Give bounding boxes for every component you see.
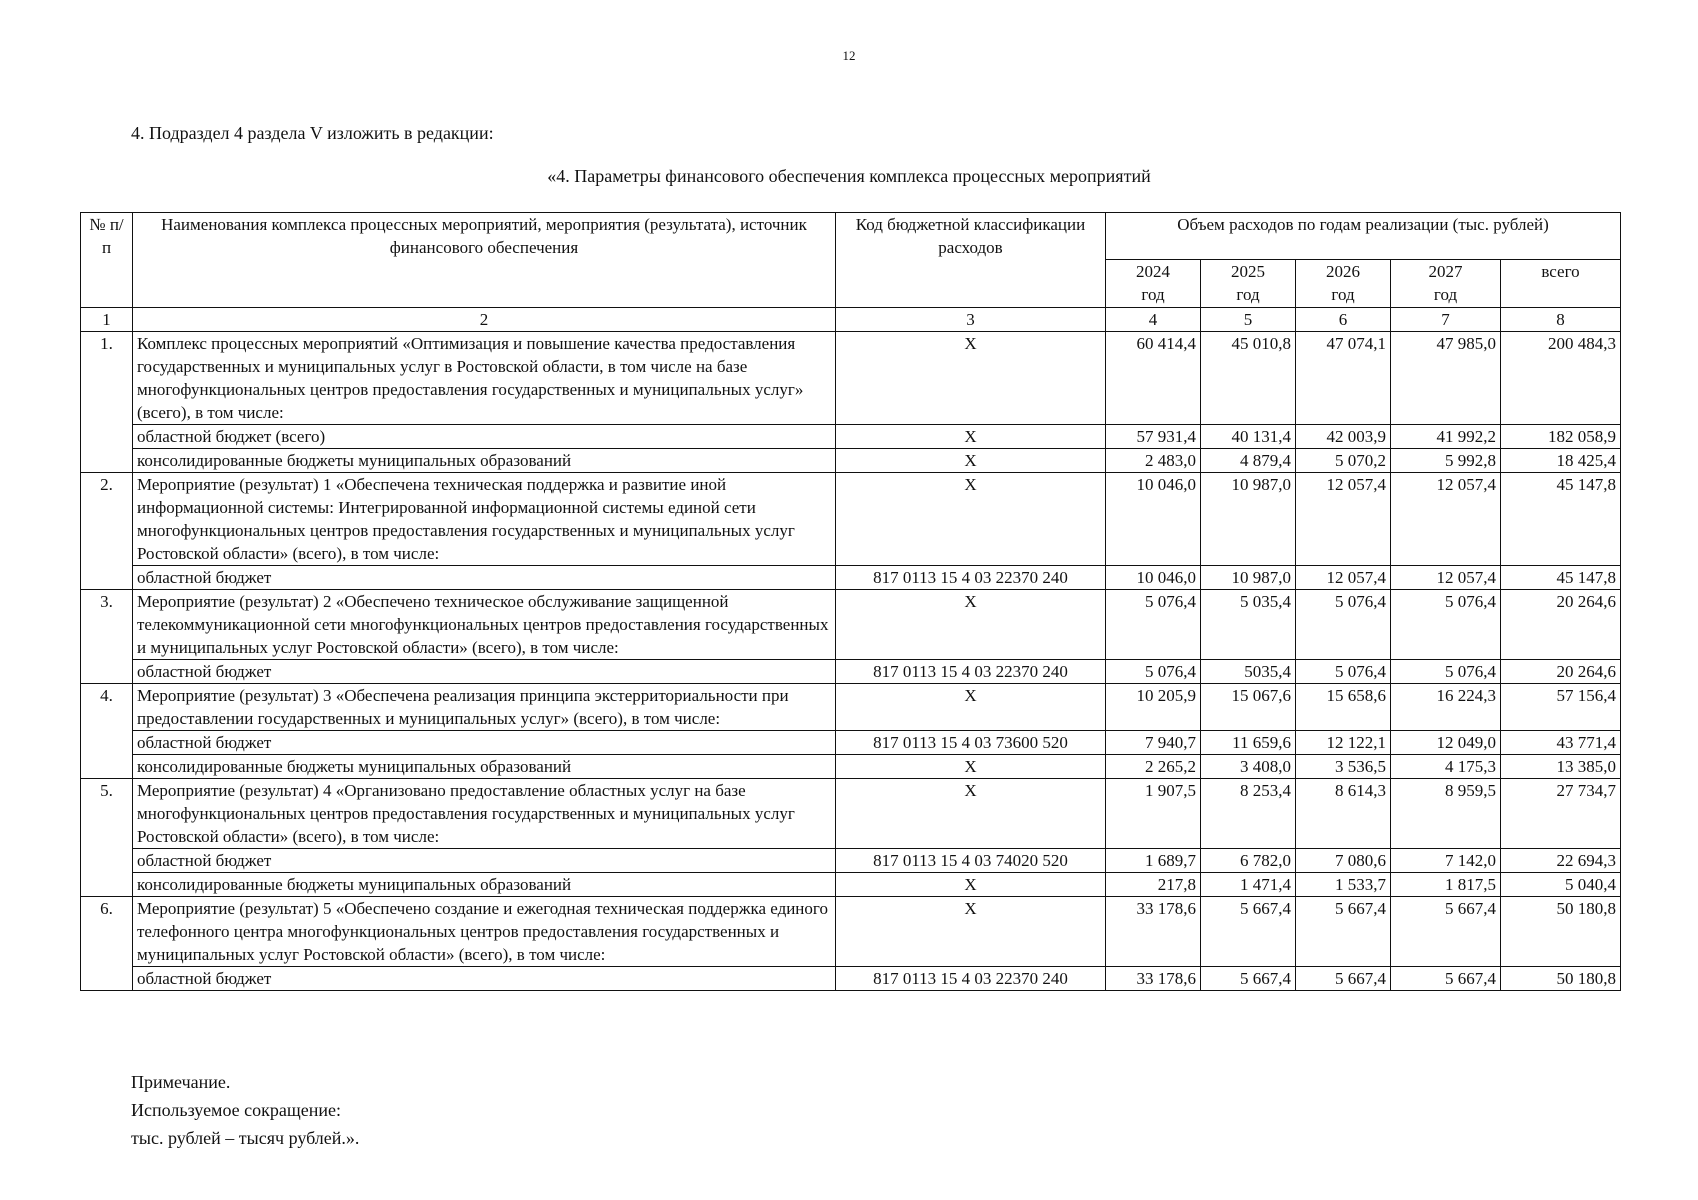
row-value: 7 940,7 xyxy=(1106,731,1201,755)
row-value: 8 959,5 xyxy=(1391,779,1501,849)
row-number: 3. xyxy=(81,590,133,684)
row-budget-code: 817 0113 15 4 03 73600 520 xyxy=(836,731,1106,755)
row-name: областной бюджет xyxy=(133,731,836,755)
column-number: 7 xyxy=(1391,308,1501,332)
row-value-total: 45 147,8 xyxy=(1501,566,1621,590)
row-budget-code: X xyxy=(836,755,1106,779)
row-name: Мероприятие (результат) 2 «Обеспечено техническое обслуживание защищенной телекоммуникационной сети многофункциональных центров предоставления государственных и муниципальных услуг Ростовской области» (всего), в том числе: xyxy=(133,590,836,660)
row-value: 5 076,4 xyxy=(1106,590,1201,660)
row-budget-code: X xyxy=(836,449,1106,473)
row-value: 40 131,4 xyxy=(1201,425,1296,449)
row-budget-code: 817 0113 15 4 03 22370 240 xyxy=(836,566,1106,590)
table-row-main xyxy=(81,473,1621,566)
row-number: 6. xyxy=(81,897,133,991)
row-value: 10 046,0 xyxy=(1106,473,1201,566)
row-value: 42 003,9 xyxy=(1296,425,1391,449)
row-value: 12 057,4 xyxy=(1391,473,1501,566)
row-name: областной бюджет xyxy=(133,849,836,873)
table-row-source xyxy=(81,449,1621,473)
row-value-total: 27 734,7 xyxy=(1501,779,1621,849)
row-value: 12 057,4 xyxy=(1296,566,1391,590)
row-name: Комплекс процессных мероприятий «Оптимизация и повышение качества предоставления государственных и муниципальных услуг в Ростовской области, в том числе на базе многофункциональных центров предоставления государственных и муниципальных услуг» (всего), в том числе: xyxy=(133,332,836,425)
row-value: 57 931,4 xyxy=(1106,425,1201,449)
table-row-source xyxy=(81,967,1621,991)
row-budget-code: X xyxy=(836,873,1106,897)
table-row-source xyxy=(81,425,1621,449)
row-value: 5 667,4 xyxy=(1391,897,1501,967)
row-value: 7 142,0 xyxy=(1391,849,1501,873)
row-value: 6 782,0 xyxy=(1201,849,1296,873)
row-value-total: 50 180,8 xyxy=(1501,897,1621,967)
table-row-source xyxy=(81,660,1621,684)
column-number: 2 xyxy=(133,308,836,332)
header-year-2027 xyxy=(1391,260,1501,308)
row-value: 3 408,0 xyxy=(1201,755,1296,779)
row-value: 8 253,4 xyxy=(1201,779,1296,849)
row-value: 33 178,6 xyxy=(1106,967,1201,991)
table-row-source xyxy=(81,731,1621,755)
year-unit: год xyxy=(1331,285,1355,304)
row-value: 5 667,4 xyxy=(1296,897,1391,967)
table-row-source xyxy=(81,873,1621,897)
row-value: 5035,4 xyxy=(1201,660,1296,684)
row-budget-code: 817 0113 15 4 03 22370 240 xyxy=(836,660,1106,684)
year-unit: год xyxy=(1236,285,1260,304)
row-name: консолидированные бюджеты муниципальных образований xyxy=(133,755,836,779)
row-value: 5 070,2 xyxy=(1296,449,1391,473)
row-value: 5 076,4 xyxy=(1296,590,1391,660)
table-title: «4. Параметры финансового обеспечения комплекса процессных мероприятий xyxy=(547,166,1151,186)
year-unit: год xyxy=(1433,285,1458,304)
row-value: 5 076,4 xyxy=(1391,590,1501,660)
row-value: 5 667,4 xyxy=(1391,967,1501,991)
row-name: Мероприятие (результат) 5 «Обеспечено создание и ежегодная техническая поддержка единого телефонного центра многофункциональных центров предоставления государственных и муниципальных услуг Ростовской области» (всего), в том числе: xyxy=(133,897,836,967)
row-value: 1 471,4 xyxy=(1201,873,1296,897)
row-value: 5 076,4 xyxy=(1296,660,1391,684)
note-block xyxy=(131,1068,359,1152)
table-row-main xyxy=(81,590,1621,660)
table-row-source xyxy=(81,755,1621,779)
row-value: 12 057,4 xyxy=(1391,566,1501,590)
row-value: 47 074,1 xyxy=(1296,332,1391,425)
header-year-2026 xyxy=(1296,260,1391,308)
row-value: 217,8 xyxy=(1106,873,1201,897)
row-value-total: 18 425,4 xyxy=(1501,449,1621,473)
row-value-total: 5 040,4 xyxy=(1501,873,1621,897)
row-value: 1 689,7 xyxy=(1106,849,1201,873)
table-row-main xyxy=(81,332,1621,425)
year-label: 2026 xyxy=(1326,262,1360,281)
row-budget-code: X xyxy=(836,332,1106,425)
header-year-2024 xyxy=(1106,260,1201,308)
table-row-main xyxy=(81,897,1621,967)
row-value: 4 175,3 xyxy=(1391,755,1501,779)
row-value: 12 122,1 xyxy=(1296,731,1391,755)
row-value: 5 992,8 xyxy=(1391,449,1501,473)
row-budget-code: X xyxy=(836,684,1106,731)
header-volume: Объем расходов по годам реализации (тыс. рублей) xyxy=(1106,213,1621,260)
row-value: 10 046,0 xyxy=(1106,566,1201,590)
row-value: 3 536,5 xyxy=(1296,755,1391,779)
row-value: 12 049,0 xyxy=(1391,731,1501,755)
note-line: Используемое сокращение: xyxy=(131,1100,341,1120)
row-value: 5 667,4 xyxy=(1296,967,1391,991)
page-number: 12 xyxy=(842,48,856,63)
row-value: 1 533,7 xyxy=(1296,873,1391,897)
table-body xyxy=(81,308,1621,991)
row-budget-code: X xyxy=(836,590,1106,660)
column-number-row xyxy=(81,308,1621,332)
row-value-total: 22 694,3 xyxy=(1501,849,1621,873)
row-value-total: 50 180,8 xyxy=(1501,967,1621,991)
column-number: 3 xyxy=(836,308,1106,332)
row-number: 5. xyxy=(81,779,133,897)
column-number: 5 xyxy=(1201,308,1296,332)
row-value: 41 992,2 xyxy=(1391,425,1501,449)
row-value-total: 20 264,6 xyxy=(1501,660,1621,684)
header-code: Код бюджетной классификации расходов xyxy=(836,213,1106,308)
row-value-total: 57 156,4 xyxy=(1501,684,1621,731)
intro-paragraph: 4. Подраздел 4 раздела V изложить в редакции: xyxy=(131,123,494,143)
row-name: Мероприятие (результат) 4 «Организовано предоставление областных услуг на базе многофункциональных центров предоставления государственных и муниципальных услуг Ростовской области» (всего), в том числе: xyxy=(133,779,836,849)
row-value-total: 45 147,8 xyxy=(1501,473,1621,566)
row-value: 60 414,4 xyxy=(1106,332,1201,425)
year-label: 2025 xyxy=(1231,262,1265,281)
row-value: 45 010,8 xyxy=(1201,332,1296,425)
row-value-total: 13 385,0 xyxy=(1501,755,1621,779)
column-number: 8 xyxy=(1501,308,1621,332)
row-name: областной бюджет xyxy=(133,967,836,991)
column-number: 4 xyxy=(1106,308,1201,332)
year-unit: год xyxy=(1141,285,1165,304)
row-value-total: 182 058,9 xyxy=(1501,425,1621,449)
row-budget-code: X xyxy=(836,425,1106,449)
row-value: 11 659,6 xyxy=(1201,731,1296,755)
note-line: тыс. рублей – тысяч рублей.». xyxy=(131,1128,360,1148)
row-value: 1 817,5 xyxy=(1391,873,1501,897)
row-value: 5 076,4 xyxy=(1106,660,1201,684)
row-value: 33 178,6 xyxy=(1106,897,1201,967)
row-value: 15 658,6 xyxy=(1296,684,1391,731)
row-value: 8 614,3 xyxy=(1296,779,1391,849)
row-value: 5 035,4 xyxy=(1201,590,1296,660)
table-row-main xyxy=(81,684,1621,731)
row-value: 12 057,4 xyxy=(1296,473,1391,566)
row-number: 4. xyxy=(81,684,133,779)
column-number: 6 xyxy=(1296,308,1391,332)
financial-table xyxy=(80,212,1621,991)
year-label: 2024 xyxy=(1136,262,1170,281)
row-number: 2. xyxy=(81,473,133,590)
row-value: 10 987,0 xyxy=(1201,473,1296,566)
row-value: 15 067,6 xyxy=(1201,684,1296,731)
row-value: 4 879,4 xyxy=(1201,449,1296,473)
row-value: 47 985,0 xyxy=(1391,332,1501,425)
row-name: областной бюджет xyxy=(133,660,836,684)
row-name: Мероприятие (результат) 1 «Обеспечена техническая поддержка и развитие иной информационной системы: Интегрированной информационной системы единой сети многофункциональных центров предоставления государственных и муниципальных услуг Ростовской области» (всего), в том числе: xyxy=(133,473,836,566)
row-value: 5 076,4 xyxy=(1391,660,1501,684)
column-number: 1 xyxy=(81,308,133,332)
header-name: Наименования комплекса процессных мероприятий, мероприятия (результата), источник финансового обеспечения xyxy=(133,213,836,308)
row-value: 16 224,3 xyxy=(1391,684,1501,731)
row-value: 7 080,6 xyxy=(1296,849,1391,873)
row-value: 10 205,9 xyxy=(1106,684,1201,731)
row-value-total: 20 264,6 xyxy=(1501,590,1621,660)
row-value: 2 265,2 xyxy=(1106,755,1201,779)
row-budget-code: 817 0113 15 4 03 74020 520 xyxy=(836,849,1106,873)
header-year-2025 xyxy=(1201,260,1296,308)
table-row-source xyxy=(81,566,1621,590)
row-value: 1 907,5 xyxy=(1106,779,1201,849)
row-name: консолидированные бюджеты муниципальных образований xyxy=(133,873,836,897)
row-name: консолидированные бюджеты муниципальных образований xyxy=(133,449,836,473)
header-total: всего xyxy=(1501,260,1621,308)
row-budget-code: X xyxy=(836,473,1106,566)
row-value: 5 667,4 xyxy=(1201,967,1296,991)
row-budget-code: 817 0113 15 4 03 22370 240 xyxy=(836,967,1106,991)
row-value-total: 200 484,3 xyxy=(1501,332,1621,425)
header-no: № п/п xyxy=(81,213,133,308)
row-name: Мероприятие (результат) 3 «Обеспечена реализация принципа экстерриториальности при предоставлении государственных и муниципальных услуг» (всего), в том числе: xyxy=(133,684,836,731)
row-value: 5 667,4 xyxy=(1201,897,1296,967)
table-row-source xyxy=(81,849,1621,873)
row-number: 1. xyxy=(81,332,133,473)
table-row-main xyxy=(81,779,1621,849)
row-value-total: 43 771,4 xyxy=(1501,731,1621,755)
row-value: 2 483,0 xyxy=(1106,449,1201,473)
year-label: 2027 xyxy=(1428,262,1463,281)
row-budget-code: X xyxy=(836,779,1106,849)
note-title: Примечание. xyxy=(131,1072,231,1092)
row-budget-code: X xyxy=(836,897,1106,967)
row-name: областной бюджет xyxy=(133,566,836,590)
row-name: областной бюджет (всего) xyxy=(133,425,836,449)
row-value: 10 987,0 xyxy=(1201,566,1296,590)
